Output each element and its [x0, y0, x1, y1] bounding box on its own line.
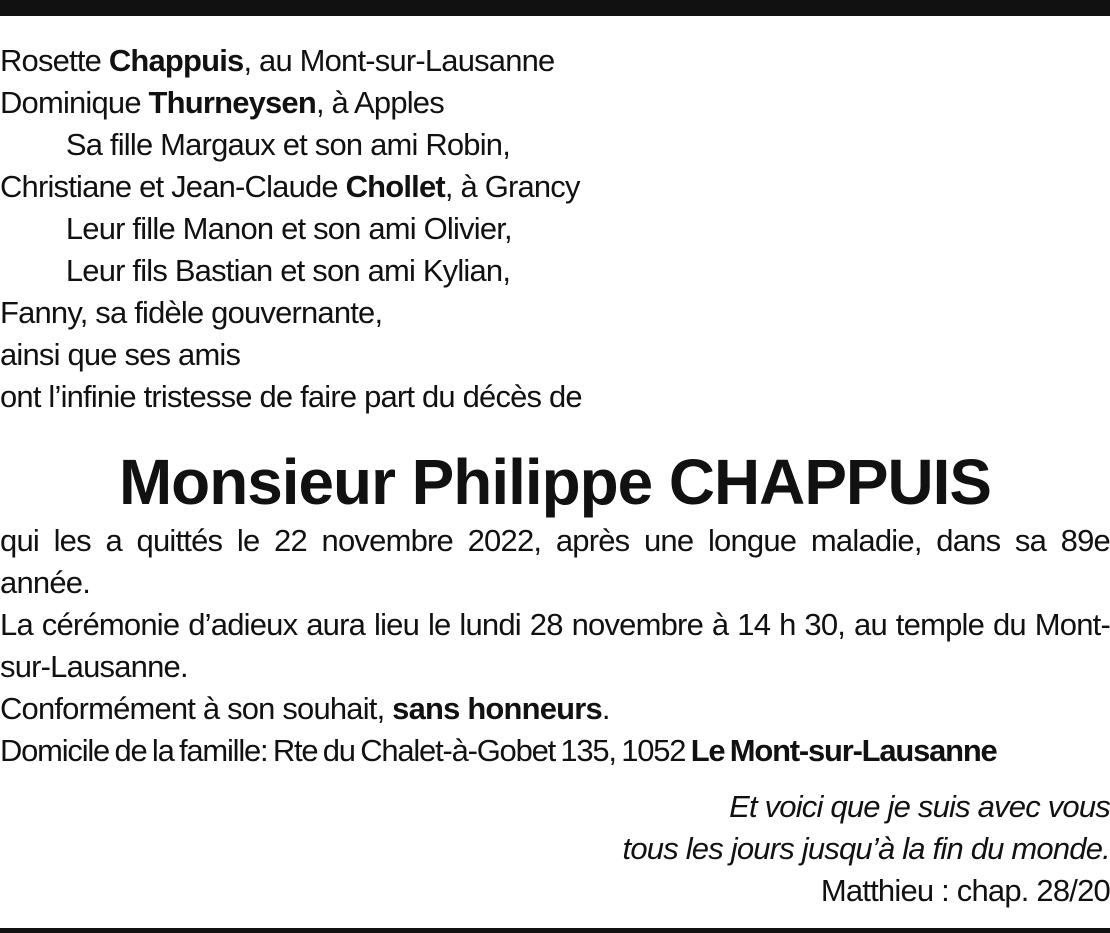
family-line-name: Chappuis [108, 43, 244, 78]
death-paragraph: qui les a quittés le 22 novembre 2022, après une longue maladie, dans sa 89e année. [0, 523, 1110, 600]
family-line [0, 124, 1108, 166]
death-notice [0, 40, 1110, 912]
family-line [0, 40, 1108, 82]
family-line-pre: Dominique [0, 85, 149, 120]
quote-line-1: Et voici que je suis avec vous [729, 789, 1110, 824]
ceremony-paragraph: La cérémonie d’adieux aura lieu le lundi 28 novembre à 14 h 30, au temple du Mont-sur-Lausanne. [0, 607, 1110, 684]
top-rule [0, 0, 1110, 16]
family-line-pre: ont l’infinie tristesse de faire part du décès de [0, 379, 582, 414]
wish-pre: Conformément à son souhait, [0, 691, 393, 726]
quote-reference: Matthieu : chap. 28/20 [820, 873, 1110, 908]
family-line-pre: Rosette [0, 43, 109, 78]
family-line-pre: Christiane et Jean-Claude [0, 169, 346, 204]
family-line-name: Chollet [345, 169, 445, 204]
wish-line [0, 688, 1108, 730]
family-line-name: Thurneysen [148, 85, 316, 120]
family-line [0, 166, 1108, 208]
bible-quote [0, 786, 1110, 912]
domicile-town: Le Mont-sur-Lausanne [690, 733, 997, 768]
family-line-pre: Leur fille Manon et son ami Olivier, [65, 211, 512, 246]
family-line-post: , au Mont-sur-Lausanne [243, 43, 555, 78]
domicile-line [0, 730, 1108, 772]
family-line-post: , à Grancy [444, 169, 580, 204]
bottom-rule [0, 928, 1110, 933]
family-line-post: , à Apples [315, 85, 444, 120]
family-line-pre: Leur fils Bastian et son ami Kylian, [65, 253, 511, 288]
family-list [0, 40, 1110, 418]
family-line [0, 82, 1108, 124]
family-line-pre: Fanny, sa fidèle gouvernante, [0, 295, 383, 330]
quote-line-2: tous les jours jusqu’à la fin du monde. [622, 831, 1110, 866]
domicile-pre: Domicile de la famille: Rte du Chalet-à-Gobet 135, 1052 [0, 733, 691, 768]
family-line [0, 208, 1108, 250]
family-line [0, 334, 1108, 376]
family-line [0, 250, 1108, 292]
deceased-name: Monsieur Philippe CHAPPUIS [118, 446, 992, 518]
family-line [0, 376, 1108, 418]
family-line-pre: ainsi que ses amis [0, 337, 241, 372]
wish-bold: sans honneurs [392, 691, 602, 726]
family-line [0, 292, 1108, 334]
wish-post: . [601, 691, 610, 726]
family-line-pre: Sa fille Margaux et son ami Robin, [65, 127, 511, 162]
